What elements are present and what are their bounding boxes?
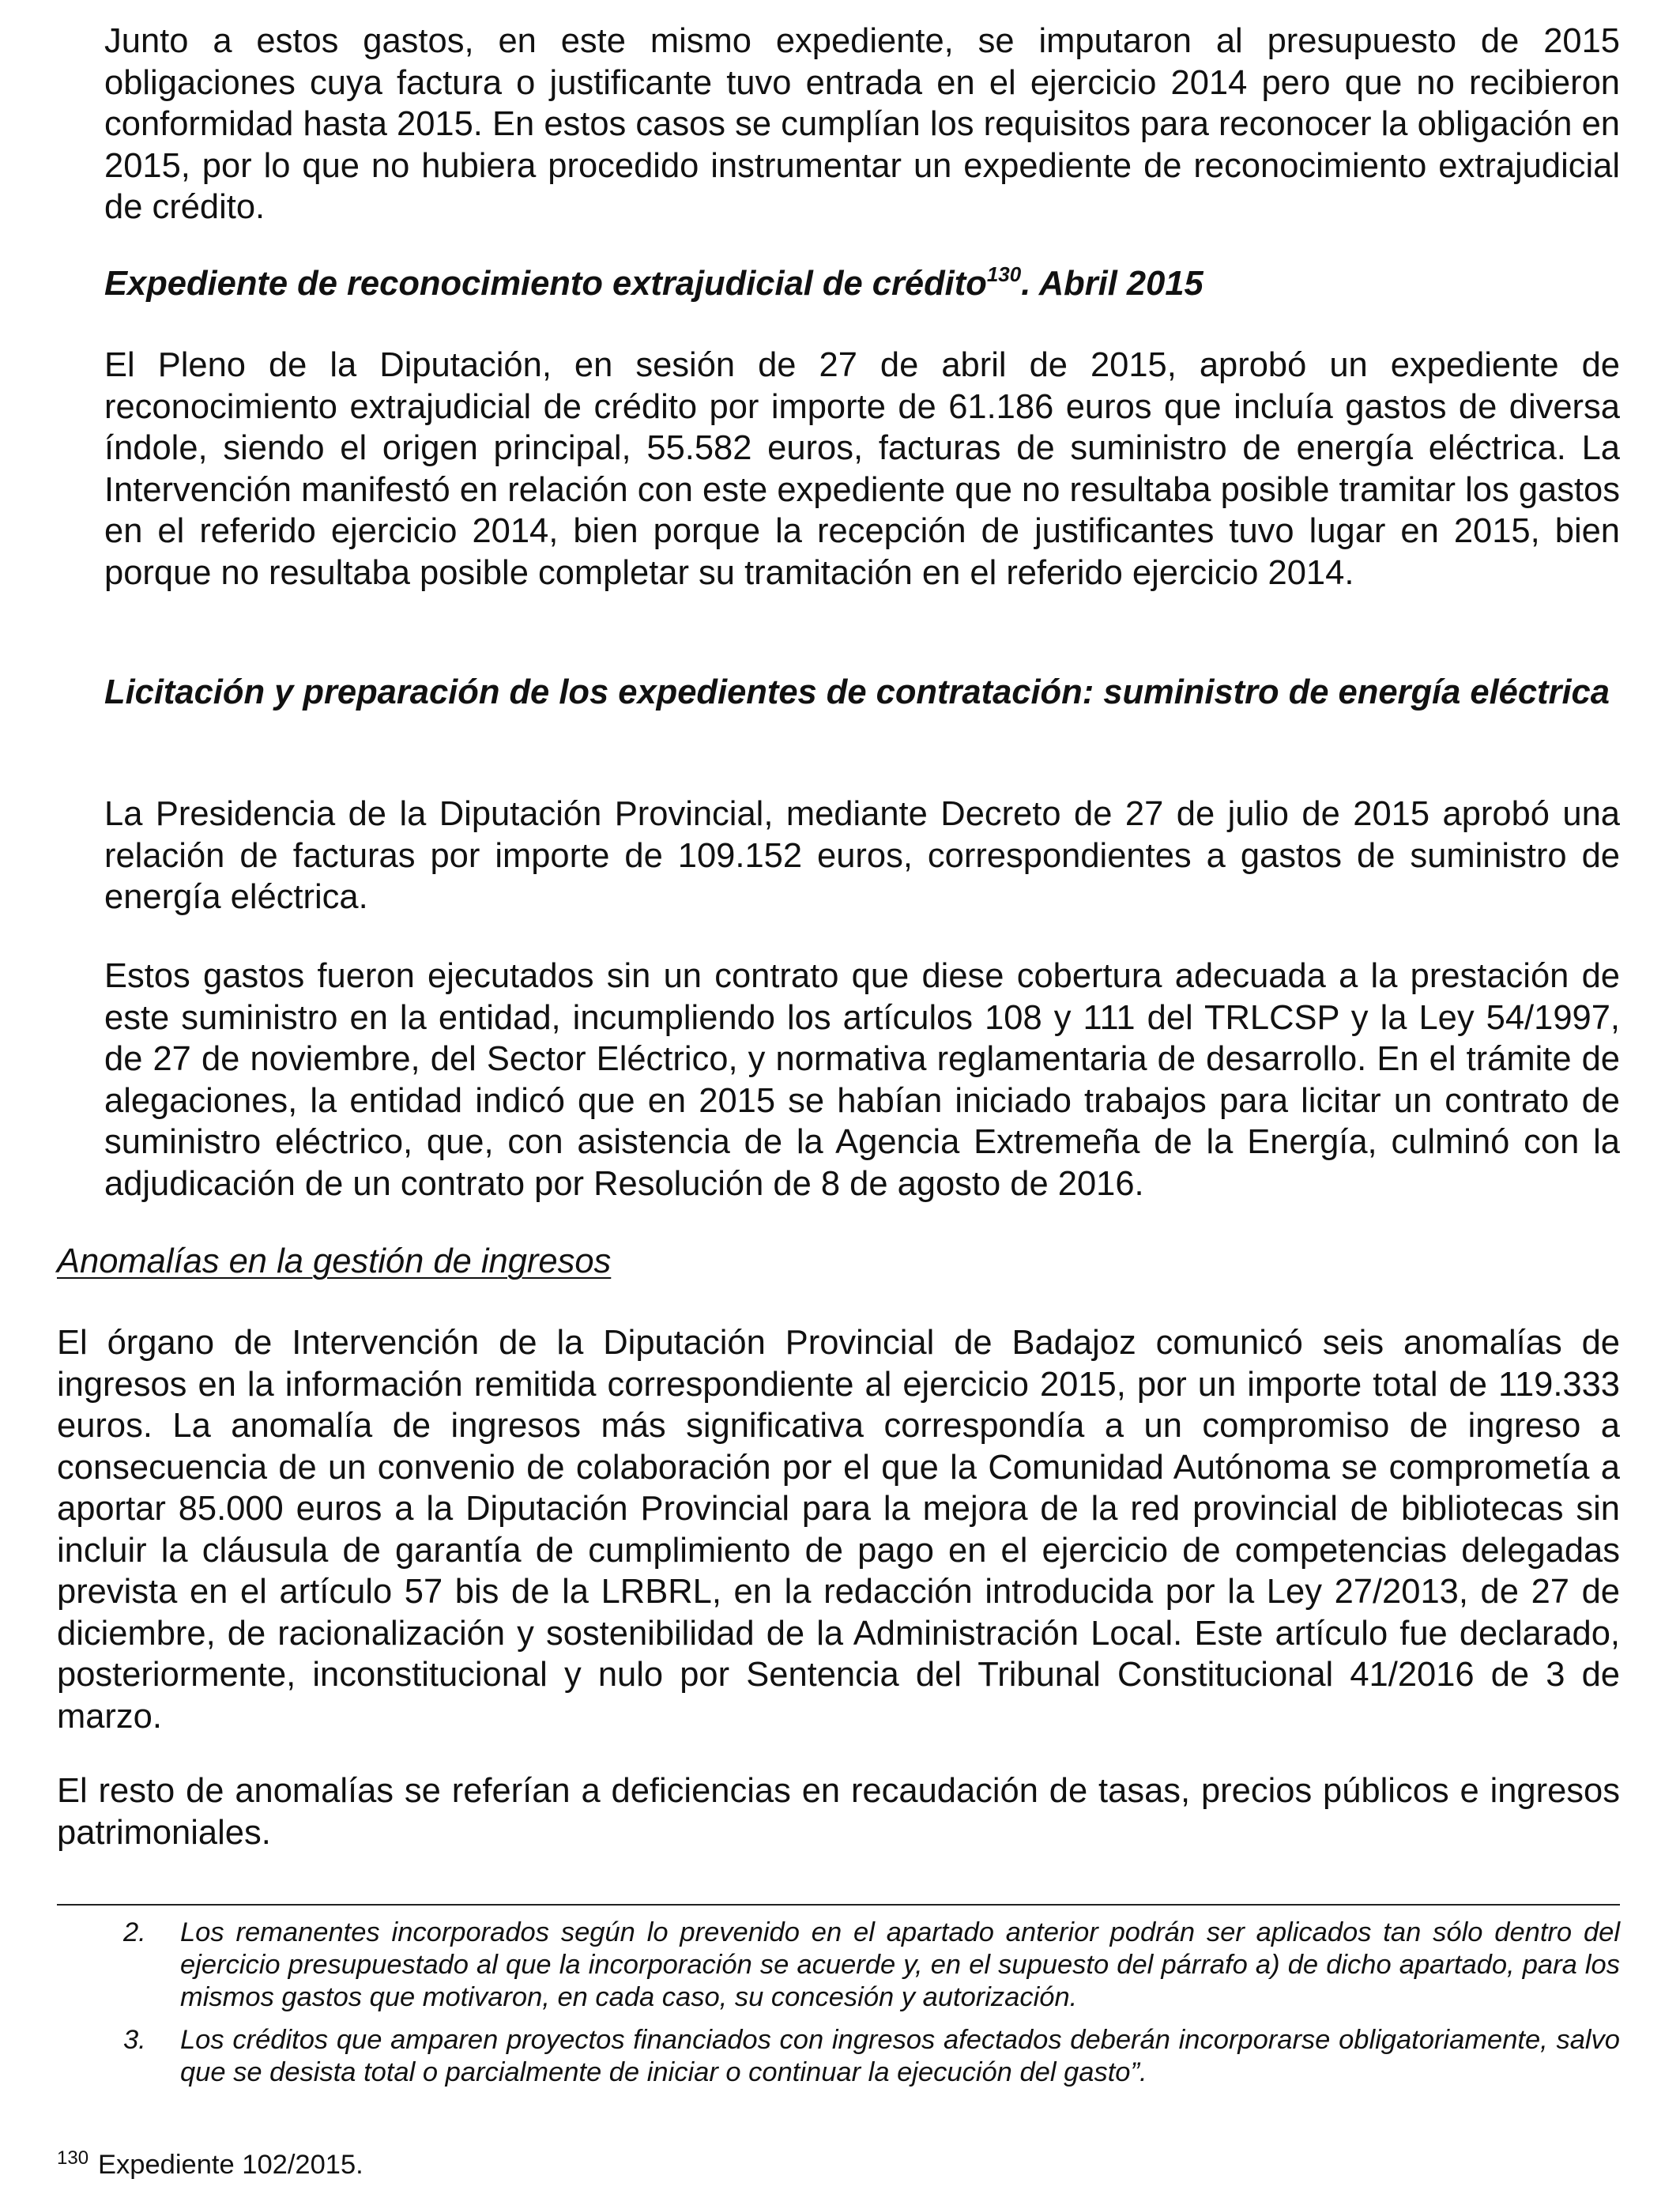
- footnote-ref-130: 130: [986, 262, 1022, 286]
- footnote-text: Expediente 102/2015.: [98, 2150, 363, 2180]
- list-text: Los remanentes incorporados según lo prevenido en el apartado anterior podrán ser aplicados tan sólo dentro del ejercicio presupuestado al que la incorporación se acuerde y, en el supuesto del párrafo a) de dicho apartado, para los mismos gastos que motivaron, en cada caso, su concesión y autorización.: [180, 1917, 1620, 2012]
- list-number: 3.: [123, 2025, 146, 2055]
- heading-expediente-abril-2015: [104, 263, 1620, 305]
- footnote-130: [57, 2148, 363, 2181]
- quoted-list-item: [123, 2024, 1620, 2089]
- heading-expediente-text: Expediente de reconocimiento extrajudicial de crédito: [104, 265, 987, 303]
- paragraph-presidencia-decreto: La Presidencia de la Diputación Provincial, mediante Decreto de 27 de julio de 2015 aprobó una relación de facturas por importe de 109.152 euros, correspondientes a gastos de suministro de energía eléctrica.: [104, 795, 1620, 916]
- paragraph-organo-intervencion: El órgano de Intervención de la Diputación Provincial de Badajoz comunicó seis anomalías de ingresos en la información remitida correspondiente al ejercicio 2015, por un importe total de 119.333 euros. La anomalía de ingresos más significativa correspondía a un compromiso de ingreso a consecuencia de un convenio de colaboración por el que la Comunidad Autónoma se comprometía a aportar 85.000 euros a la Diputación Provincial para la mejora de la red provincial de bibliotecas sin incluir la cláusula de garantía de cumplimiento de pago en el ejercicio de competencias delegadas prevista en el artículo 57 bis de la LRBRL, en la redacción introducida por la Ley 27/2013, de 27 de diciembre, de racionalización y sostenibilidad de la Administración Local. Este artículo fue declarado, posteriormente, inconstitucional y nulo por Sentencia del Tribunal Constitucional 41/2016 de 3 de marzo.: [57, 1324, 1620, 1736]
- footnote-divider: [57, 1904, 1620, 1906]
- list-text: Los créditos que amparen proyectos financiados con ingresos afectados deberán incorporarse obligatoriamente, salvo que se desista total o parcialmente de iniciar o continuar la ejecución del gasto”.: [180, 2025, 1620, 2087]
- paragraph-gastos-sin-contrato: Estos gastos fueron ejecutados sin un contrato que diese cobertura adecuada a la prestación de este suministro en la entidad, incumpliendo los artículos 108 y 111 del TRLCSP y la Ley 54/1997, de 27 de noviembre, del Sector Eléctrico, y normativa reglamentaria de desarrollo. En el trámite de alegaciones, la entidad indicó que en 2015 se habían iniciado trabajos para licitar un contrato de suministro eléctrico, que, con asistencia de la Agencia Extremeña de la Energía, culminó con la adjudicación de un contrato por Resolución de 8 de agosto de 2016.: [104, 957, 1620, 1203]
- heading-expediente-tail: . Abril 2015: [1021, 265, 1203, 303]
- paragraph-resto-anomalias: El resto de anomalías se referían a deficiencias en recaudación de tasas, precios públicos e ingresos patrimoniales.: [57, 1772, 1620, 1852]
- paragraph-gastos-imputados: Junto a estos gastos, en este mismo expediente, se imputaron al presupuesto de 2015 obligaciones cuya factura o justificante tuvo entrada en el ejercicio 2014 pero que no recibieron conformidad hasta 2015. En estos casos se cumplían los requisitos para reconocer la obligación en 2015, por lo que no hubiera procedido instrumentar un expediente de reconocimiento extrajudicial de crédito.: [104, 22, 1620, 226]
- footnote-mark: 130: [57, 2147, 89, 2169]
- quoted-list-item: [123, 1917, 1620, 2014]
- section-title-anomalias: Anomalías en la gestión de ingresos: [57, 1242, 612, 1280]
- heading-licitacion: Licitación y preparación de los expedientes de contratación: suministro de energía eléctrica: [104, 673, 1610, 711]
- paragraph-pleno-diputacion: El Pleno de la Diputación, en sesión de 27 de abril de 2015, aprobó un expediente de reconocimiento extrajudicial de crédito por importe de 61.186 euros que incluía gastos de diversa índole, siendo el origen principal, 55.582 euros, facturas de suministro de energía eléctrica. La Intervención manifestó en relación con este expediente que no resultaba posible tramitar los gastos en el referido ejercicio 2014, bien porque la recepción de justificantes tuvo lugar en 2015, bien porque no resultaba posible completar su tramitación en el referido ejercicio 2014.: [104, 346, 1620, 592]
- list-number: 2.: [123, 1917, 146, 1947]
